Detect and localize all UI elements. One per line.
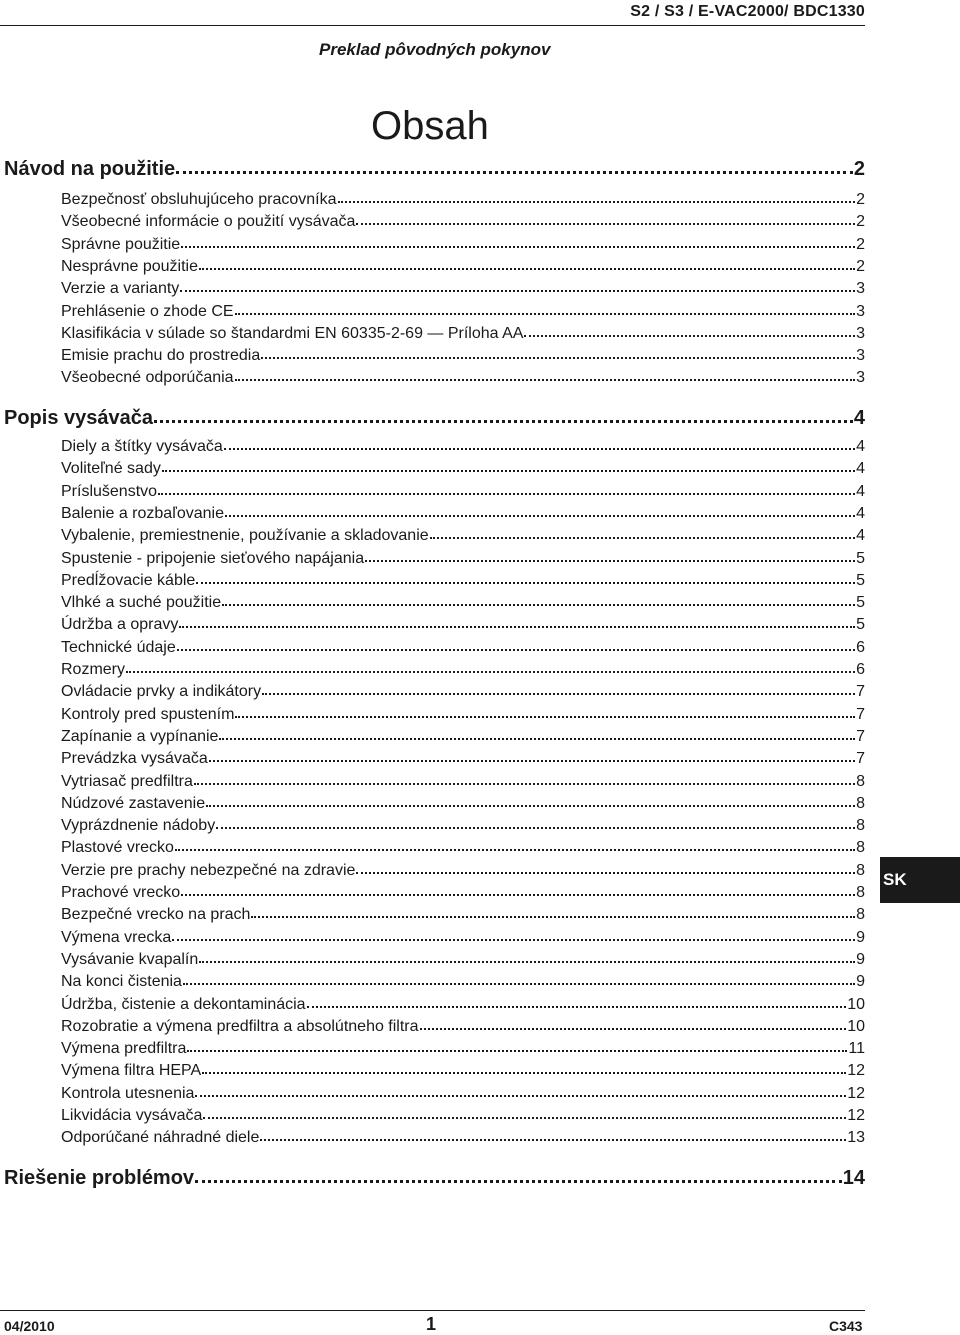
toc-entry-page: 3 <box>856 280 865 298</box>
toc-entry-page: 2 <box>856 235 865 253</box>
toc-entry[interactable] <box>61 1017 865 1037</box>
toc-entry-page: 7 <box>856 683 865 701</box>
toc-entry[interactable] <box>61 1084 865 1104</box>
toc-entry-page: 2 <box>856 213 865 231</box>
toc-entry-label: Prevádzka vysávača <box>61 750 208 768</box>
toc-entry-label: Vybalenie, premiestnenie, používanie a skladovanie <box>61 527 429 545</box>
toc-entry-page: 8 <box>856 772 865 790</box>
toc-entry-page: 5 <box>856 616 865 634</box>
toc-dot-leader <box>235 310 856 315</box>
toc-entry[interactable] <box>61 571 865 591</box>
toc-section-entry[interactable] <box>4 406 865 430</box>
toc-entry-page: 8 <box>856 839 865 857</box>
toc-section-page: 2 <box>853 158 865 180</box>
toc-entry-label: Rozobratie a výmena predfiltra a absolútneho filtra <box>61 1017 419 1035</box>
toc-entry-label: Nesprávne použitie <box>61 257 198 275</box>
toc-entry-page: 10 <box>847 1017 865 1035</box>
toc-entry-page: 12 <box>847 1107 865 1124</box>
toc-entry-label: Verzie a varianty <box>61 280 180 298</box>
toc-dot-leader <box>183 980 855 985</box>
toc-entry-label: Správne použitie <box>61 235 181 253</box>
toc-entry-page: 5 <box>856 594 865 612</box>
toc-section-page: 4 <box>853 407 865 429</box>
toc-entry[interactable] <box>61 905 865 925</box>
toc-entry[interactable] <box>61 279 865 299</box>
toc-entry-label: Voliteľné sady <box>61 460 161 478</box>
toc-dot-leader <box>177 646 855 651</box>
toc-entry-label: Rozmery <box>61 661 126 678</box>
toc-dot-leader <box>199 265 855 270</box>
toc-dot-leader <box>524 332 855 337</box>
toc-entry[interactable] <box>61 368 865 388</box>
toc-entry[interactable] <box>61 972 865 992</box>
toc-entry-page: 3 <box>856 369 865 387</box>
toc-entry-label: Predĺžovacie káble <box>61 571 196 589</box>
toc-dot-leader <box>187 1047 847 1052</box>
toc-section-label: Návod na použitie <box>4 158 176 180</box>
toc-entry-page: 4 <box>856 482 865 500</box>
toc-entry[interactable] <box>61 302 865 322</box>
toc-entry-label: Núdzové zastavenie <box>61 794 206 812</box>
toc-section-entry[interactable] <box>4 157 865 181</box>
toc-entry[interactable] <box>61 883 865 903</box>
toc-dot-leader <box>209 757 855 762</box>
toc-dot-leader <box>430 534 855 539</box>
toc-entry[interactable] <box>61 950 865 970</box>
toc-entry[interactable] <box>61 235 865 255</box>
footer-doc-code: C343 <box>829 1318 863 1334</box>
toc-entry[interactable] <box>61 346 865 366</box>
toc-entry[interactable] <box>61 1128 865 1148</box>
toc-entry-label: Vyprázdnenie nádoby <box>61 817 216 835</box>
toc-entry[interactable] <box>61 257 865 277</box>
toc-entry[interactable] <box>61 682 865 702</box>
toc-dot-leader <box>206 802 855 807</box>
toc-entry-page: 12 <box>847 1084 865 1102</box>
toc-dot-leader <box>219 735 855 740</box>
footer-date: 04/2010 <box>4 1318 55 1334</box>
toc-dot-leader <box>356 220 855 225</box>
toc-entry-label: Vlhké a suché použitie <box>61 594 222 612</box>
toc-entry-label: Klasifikácia v súlade so štandardmi EN 60335-2-69 — Príloha AA <box>61 324 524 342</box>
toc-entry-page: 4 <box>856 460 865 478</box>
toc-dot-leader <box>176 168 853 174</box>
toc-dot-leader <box>356 869 855 874</box>
toc-entry-label: Bezpečné vrecko na prach <box>61 906 251 924</box>
toc-entry-label: Vysávanie kvapalín <box>61 950 199 968</box>
toc-dot-leader <box>172 936 855 941</box>
footer-rule <box>0 1310 865 1311</box>
language-tab: SK <box>880 857 960 903</box>
toc-dot-leader <box>202 1069 846 1074</box>
toc-entry-label: Výmena filtra HEPA <box>61 1062 202 1080</box>
toc-entry-page: 12 <box>847 1062 865 1080</box>
toc-entry[interactable] <box>61 459 865 479</box>
header-rule <box>0 25 865 26</box>
toc-entry[interactable] <box>61 838 865 858</box>
toc-dot-leader <box>158 490 855 495</box>
toc-dot-leader <box>199 958 855 963</box>
toc-entry[interactable] <box>61 324 865 344</box>
toc-dot-leader <box>194 780 855 785</box>
toc-entry-label: Všeobecné odporúčania <box>61 369 234 387</box>
toc-entry[interactable] <box>61 772 865 792</box>
toc-entry-page: 9 <box>856 973 865 991</box>
toc-entry-page: 5 <box>856 549 865 567</box>
toc-dot-leader <box>175 846 855 851</box>
toc-entry-label: Balenie a rozbaľovanie <box>61 504 224 522</box>
toc-entry[interactable] <box>61 816 865 836</box>
toc-entry[interactable] <box>61 1039 865 1059</box>
toc-entry-page: 13 <box>847 1129 865 1147</box>
toc-entry-page: 9 <box>856 928 865 946</box>
toc-entry[interactable] <box>61 615 865 635</box>
toc-entry[interactable] <box>61 504 865 524</box>
toc-entry[interactable] <box>61 1106 865 1126</box>
toc-dot-leader <box>235 713 855 718</box>
toc-dot-leader <box>224 445 855 450</box>
toc-entry-label: Kontroly pred spustením <box>61 705 235 723</box>
toc-dot-leader <box>181 243 855 248</box>
toc-entry-label: Odporúčané náhradné diele <box>61 1129 260 1147</box>
toc-dot-leader <box>222 601 855 606</box>
toc-entry-label: Prachové vrecko <box>61 884 181 901</box>
toc-entry-page: 7 <box>856 705 865 723</box>
toc-entry-page: 4 <box>856 438 865 455</box>
toc-entry-label: Kontrola utesnenia <box>61 1084 195 1102</box>
toc-dot-leader <box>262 690 855 695</box>
toc-entry-label: Ovládacie prvky a indikátory <box>61 683 262 701</box>
toc-dot-leader <box>154 417 853 423</box>
toc-entry-page: 8 <box>856 794 865 812</box>
toc-dot-leader <box>225 512 855 517</box>
toc-entry-page: 3 <box>856 347 865 365</box>
toc-entry-page: 8 <box>856 817 865 835</box>
toc-section-page: 14 <box>842 1167 865 1189</box>
toc-entry-page: 9 <box>856 950 865 968</box>
toc-section-label: Popis vysávača <box>4 407 153 429</box>
toc-entry-label: Technické údaje <box>61 638 176 656</box>
toc-dot-leader <box>126 668 855 673</box>
toc-entry-page: 10 <box>847 995 865 1013</box>
toc-entry[interactable] <box>61 638 865 658</box>
toc-dot-leader <box>181 891 855 896</box>
toc-entry-page: 8 <box>856 906 865 924</box>
toc-entry-page: 3 <box>856 302 865 320</box>
toc-entry-label: Všeobecné informácie o použití vysávača <box>61 213 356 231</box>
toc-dot-leader <box>420 1025 847 1030</box>
toc-entry-label: Plastové vrecko <box>61 839 174 857</box>
toc-dot-leader <box>162 467 855 472</box>
toc-entry[interactable] <box>61 660 865 680</box>
toc-entry-label: Verzie pre prachy nebezpečné na zdravie <box>61 861 356 879</box>
toc-entry-page: 4 <box>856 527 865 545</box>
toc-dot-leader <box>251 913 855 918</box>
toc-entry-label: Spustenie - pripojenie sieťového napájania <box>61 549 365 567</box>
toc-entry[interactable] <box>61 727 865 747</box>
toc-entry-page: 7 <box>856 727 865 745</box>
toc-dot-leader <box>203 1114 846 1119</box>
toc-dot-leader <box>307 1003 847 1008</box>
toc-entry-page: 6 <box>856 661 865 678</box>
toc-dot-leader <box>260 1136 846 1141</box>
toc-entry[interactable] <box>61 861 865 881</box>
toc-dot-leader <box>261 354 855 359</box>
translation-note: Preklad pôvodných pokynov <box>319 40 551 59</box>
toc-entry-page: 8 <box>856 884 865 901</box>
toc-dot-leader <box>195 1092 846 1097</box>
toc-entry-label: Vytriasač predfiltra <box>61 772 193 790</box>
toc-entry-page: 6 <box>856 638 865 656</box>
toc-entry-label: Emisie prachu do prostredia <box>61 347 261 365</box>
toc-entry[interactable] <box>61 794 865 814</box>
toc-entry-page: 2 <box>856 257 865 275</box>
footer-page-number: 1 <box>426 1314 437 1334</box>
toc-entry-label: Bezpečnosť obsluhujúceho pracovníka <box>61 191 337 208</box>
toc-entry[interactable] <box>61 190 865 210</box>
toc-dot-leader <box>179 623 855 628</box>
toc-entry[interactable] <box>61 549 865 569</box>
toc-entry-page: 7 <box>856 750 865 768</box>
toc-dot-leader <box>235 376 856 381</box>
header-model: S2 / S3 / E-VAC2000/ BDC1330 <box>630 3 865 20</box>
toc-entry-page: 4 <box>856 504 865 522</box>
toc-entry-page: 5 <box>856 571 865 589</box>
toc-entry-page: 2 <box>856 191 865 208</box>
toc-dot-leader <box>195 1177 842 1183</box>
toc-entry[interactable] <box>61 995 865 1015</box>
toc-dot-leader <box>365 557 855 562</box>
toc-entry-page: 11 <box>848 1040 865 1058</box>
toc-dot-leader <box>180 287 855 292</box>
toc-entry-page: 8 <box>856 861 865 879</box>
toc-entry[interactable] <box>61 212 865 232</box>
toc-section-label: Riešenie problémov <box>4 1167 195 1189</box>
toc-entry[interactable] <box>61 593 865 613</box>
toc-entry-label: Výmena vrecka <box>61 928 172 946</box>
toc-entry[interactable] <box>61 928 865 948</box>
toc-dot-leader <box>338 198 856 203</box>
toc-entry-label: Zapínanie a vypínanie <box>61 727 219 745</box>
toc-entry-label: Údržba, čistenie a dekontaminácia <box>61 995 306 1013</box>
toc-entry-label: Príslušenstvo <box>61 482 158 500</box>
toc-entry-label: Diely a štítky vysávača <box>61 438 223 455</box>
toc-entry-label: Údržba a opravy <box>61 616 179 634</box>
toc-entry-label: Prehlásenie o zhode CE <box>61 302 234 320</box>
toc-entry-label: Likvidácia vysávača <box>61 1107 203 1124</box>
toc-entry[interactable] <box>61 749 865 769</box>
toc-entry-page: 3 <box>856 324 865 342</box>
toc-entry[interactable] <box>61 482 865 502</box>
toc-dot-leader <box>216 824 855 829</box>
toc-entry[interactable] <box>61 705 865 725</box>
toc-section-entry[interactable] <box>4 1166 865 1190</box>
page-title: Obsah <box>371 104 489 148</box>
toc-entry[interactable] <box>61 526 865 546</box>
toc-entry[interactable] <box>61 437 865 457</box>
toc-dot-leader <box>196 579 855 584</box>
toc-entry-label: Výmena predfiltra <box>61 1040 187 1058</box>
toc-entry[interactable] <box>61 1061 865 1081</box>
toc-entry-label: Na konci čistenia <box>61 973 182 991</box>
